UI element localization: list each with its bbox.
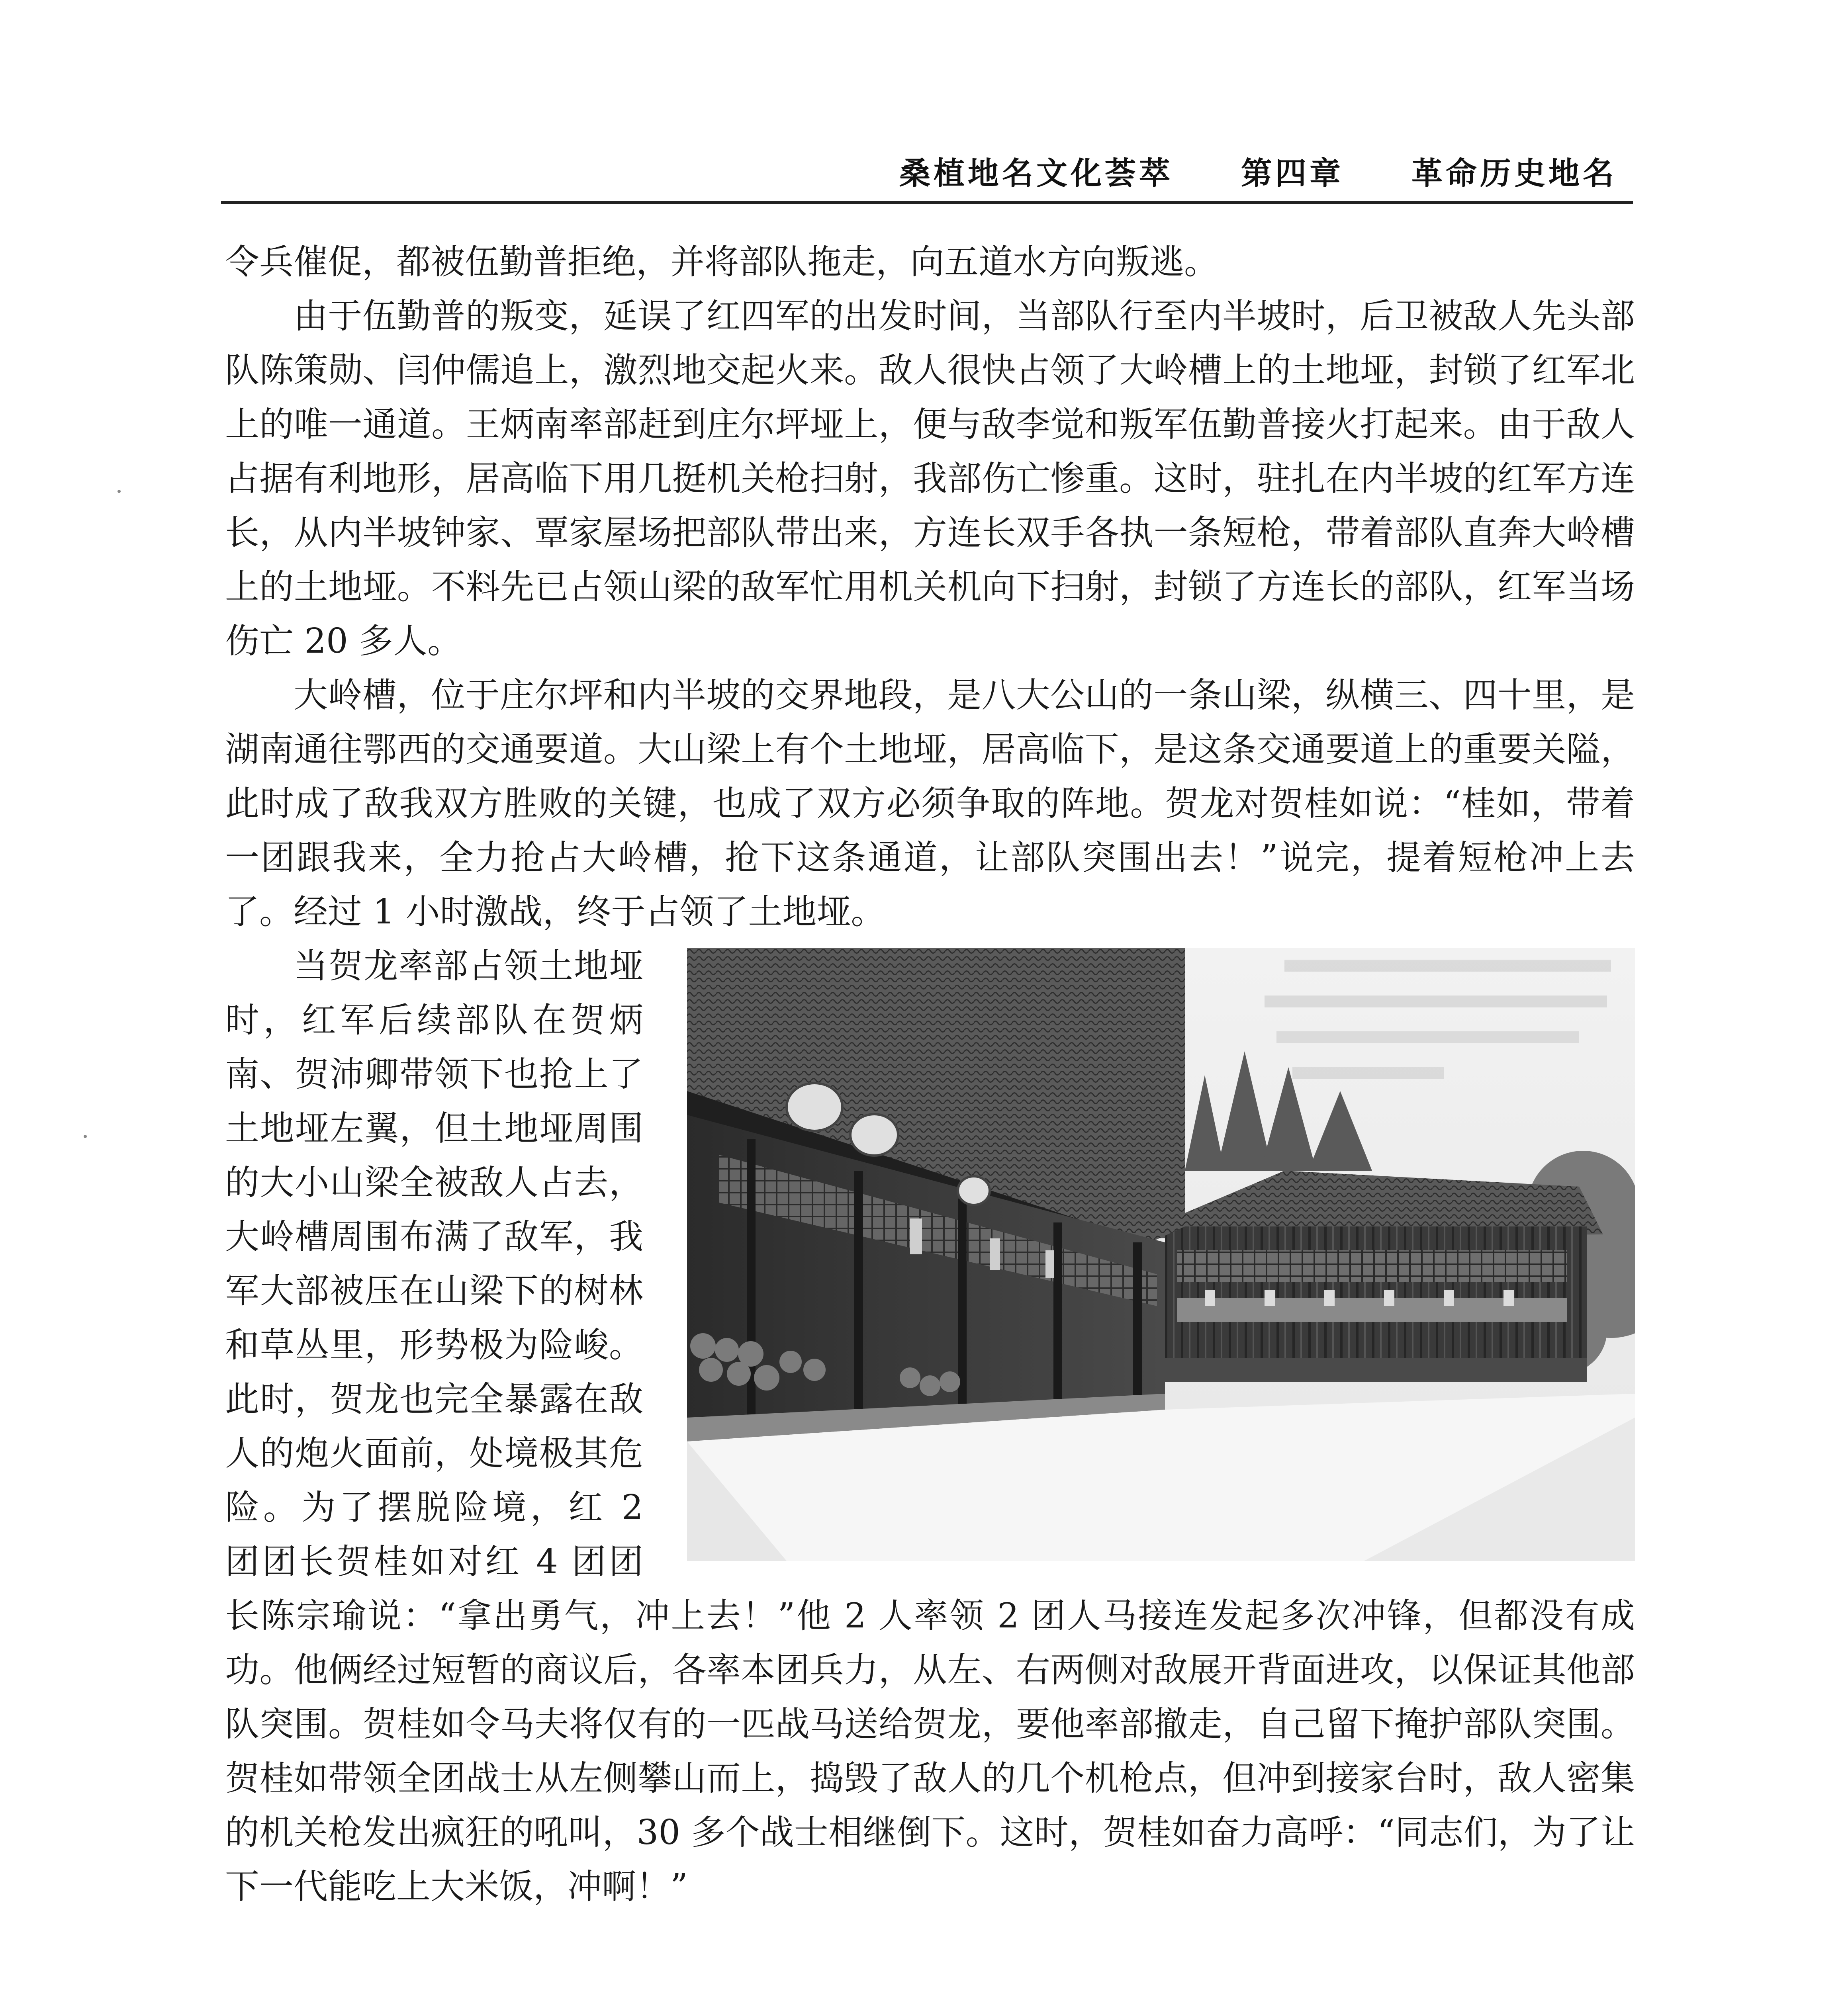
- scan-speck: [117, 490, 121, 493]
- paragraph-4: 当贺龙率部占领土地垭时，红军后续部队在贺炳南、贺沛卿带领下也抢上了土地垭左翼，但土地垭周围的大小山梁全被敌人占去，大岭槽周围布满了敌军，我军大部被压在山梁下的树林和草丛里，形势极为险峻。此时，贺龙也完全暴露在敌人的炮火面前，处境极其危险。为了摆脱险境，红 2 团团长贺桂如对红 4 团团长陈宗瑜说：“拿出勇气，冲上去！”他 2 人率领 2 团人马接连发起多次冲锋，但都没有成功。他俩经过短暂的商议后，各率本团兵力，从左、右两侧对敌展开背面进攻，以保证其他部队突围。贺桂如令马夫将仅有的一匹战马送给贺龙，要他率部撤走，自己留下掩护部队突围。贺桂如带领全团战士从左侧攀山而上，捣毁了敌人的几个机枪点，但冲到接家台时，敌人密集的机关枪发出疯狂的吼叫，30 多个战士相继倒下。这时，贺桂如奋力高呼：“同志们，为了让下一代能吃上大米饭，冲啊！”: [225, 946, 1635, 1907]
- section-title: 革命历史地名: [1411, 156, 1617, 192]
- body-text: [225, 235, 1635, 1914]
- header-rule: [221, 201, 1633, 204]
- courtyard-photo: [687, 948, 1635, 1561]
- chapter-label: 第四章: [1241, 156, 1344, 192]
- paragraph-1: 令兵催促，都被伍勤普拒绝，并将部队拖走，向五道水方向叛逃。: [225, 242, 1218, 282]
- paragraph-3: 大岭槽，位于庄尔坪和内半坡的交界地段，是八大公山的一条山梁，纵横三、四十里，是湖南通往鄂西的交通要道。大山梁上有个土地垭，居高临下，是这条交通要道上的重要关隘，此时成了敌我双方胜败的关键，也成了双方必须争取的阵地。贺龙对贺桂如说：“桂如，带着一团跟我来，全力抢占大岭槽，抢下这条通道，让部队突围出去！”说完，提着短枪冲上去了。经过 1 小时激战，终于占领了土地垭。: [225, 675, 1635, 932]
- courtyard-photo-image: [687, 948, 1635, 1561]
- scan-speck: [84, 1135, 87, 1138]
- paragraph-2: 由于伍勤普的叛变，延误了红四军的出发时间，当部队行至内半坡时，后卫被敌人先头部队陈策勋、闫仲儒追上，激烈地交起火来。敌人很快占领了大岭槽上的土地垭，封锁了红军北上的唯一通道。王炳南率部赶到庄尔坪垭上，便与敌李觉和叛军伍勤普接火打起来。由于敌人占据有利地形，居高临下用几挺机关枪扫射，我部伤亡惨重。这时，驻扎在内半坡的红军方连长，从内半坡钟家、覃家屋场把部队带出来，方连长双手各执一条短枪，带着部队直奔大岭槽上的土地垭。不料先已占领山梁的敌军忙用机关机向下扫射，封锁了方连长的部队，红军当场伤亡 20 多人。: [225, 296, 1635, 661]
- running-header: [223, 141, 1617, 193]
- book-title: 桑植地名文化荟萃: [899, 156, 1173, 192]
